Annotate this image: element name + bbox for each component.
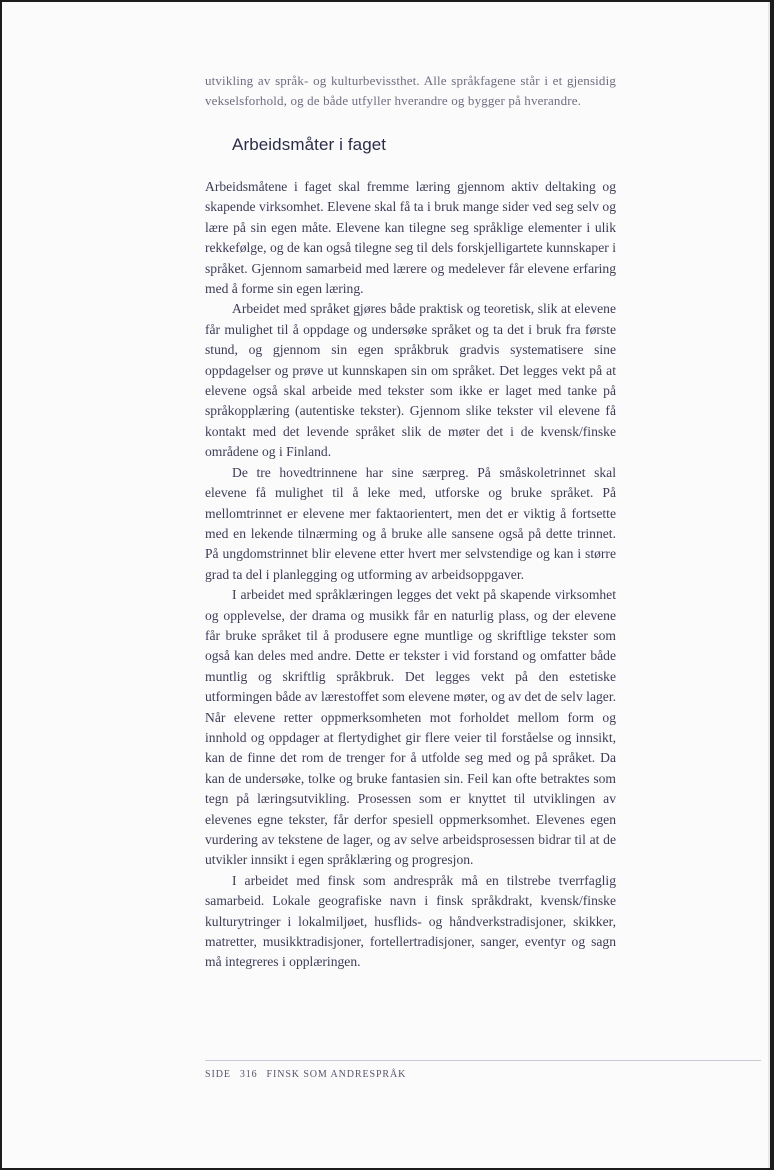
footer-page-number: 316 xyxy=(239,1069,258,1080)
intro-paragraph: utvikling av språk- og kulturbevissthet. Alle språkfagene står i et gjensidig vekselsforhold, og de både utfyller hverandre og bygger på hverandre. xyxy=(205,73,616,108)
scan-border-right xyxy=(770,0,774,1170)
body-paragraph: Arbeidet med språket gjøres både praktisk og teoretisk, slik at elevene får mulighet til å oppdage og undersøke språket og ta det i bruk fra første stund, og gjennom sin egen språkbruk gradvis systematisere sine oppdagelser og prøve ut kunnskapen sin om språket. Det legges vekt på at elevene også skal arbeide med tekster som ikke er laget med tanke på språkopplæring (autentiske tekster). Gjennom slike tekster vil elevene få kontakt med det levende språket slik de møter det i de kvensk/finske områdene og i Finland. xyxy=(205,301,616,460)
body-paragraph: De tre hovedtrinnene har sine særpreg. På småskoletrinnet skal elevene få mulighet til å leke med, utforske og bruke språket. På mellomtrinnet er elevene mer faktaorientert, men det er viktig å fortsette med en lekende tilnærming og å bruke alle sansene også på dette trinnet. På ungdomstrinnet blir elevene etter hvert mer selvstendige og kan i større grad ta del i planlegging og utforming av arbeidsoppgaver. xyxy=(205,464,616,582)
text-column xyxy=(205,71,616,973)
body-paragraph: I arbeidet med finsk som andrespråk må en tilstrebe tverrfaglig samarbeid. Lokale geografiske navn i finsk språkdrakt, kvensk/finske kulturytringer i lokalmiljøet, husflids- og håndverkstradisjoner, skikker, matretter, musikktradisjoner, fortellertradisjoner, sanger, eventyr og sagn må integreres i opplæringen. xyxy=(205,872,616,970)
section-heading: Arbeidsmåter i faget xyxy=(232,135,387,154)
page-footer xyxy=(205,1069,415,1080)
footer-rule xyxy=(205,1060,761,1061)
footer-subject: FINSK SOM ANDRESPRÅK xyxy=(266,1069,407,1080)
body-paragraph: Arbeidsmåtene i faget skal fremme læring gjennom aktiv deltaking og skapende virksomhet. Elevene skal få ta i bruk mange sider ved seg selv og lære på sin egen måte. Elevene kan tilegne seg språklige elementer i ulik rekkefølge, og de kan også tilegne seg til dels forskjelligartete kunnskaper i språket. Gjennom samarbeid med lærere og medelever får elevene erfaring med å forme sin egen læring. xyxy=(205,179,616,297)
body-paragraph: I arbeidet med språklæringen legges det vekt på skapende virksomhet og opplevelse, der drama og musikk får en naturlig plass, og der elevene får bruke språket til å produsere egne muntlige og skriftlige tekster som også kan deles med andre. Dette er tekster i vid forstand og omfatter både muntlig og skriftlig språkbruk. Det legges vekt på den estetiske utformingen både av lærestoffet som elevene møter, og av det de selv lager. Når elevene retter oppmerksomheten mot forholdet mellom form og innhold og oppdager at flertydighet gir flere veier til forståelse og innsikt, kan de finne det rom de trenger for å utfolde seg med og på språket. Da kan de undersøke, tolke og bruke fantasien sin. Feil kan ofte betraktes som tegn på læringsutvikling. Prosessen som er knyttet til utviklingen av elevenes egne tekster, får derfor spesiell oppmerksomhet. Elevenes egen vurdering av tekstene de lager, og av selve arbeidsprosessen bidrar til at de utvikler innsikt i egen språklæring og progresjon. xyxy=(205,587,616,868)
footer-side-label: SIDE xyxy=(205,1069,231,1080)
